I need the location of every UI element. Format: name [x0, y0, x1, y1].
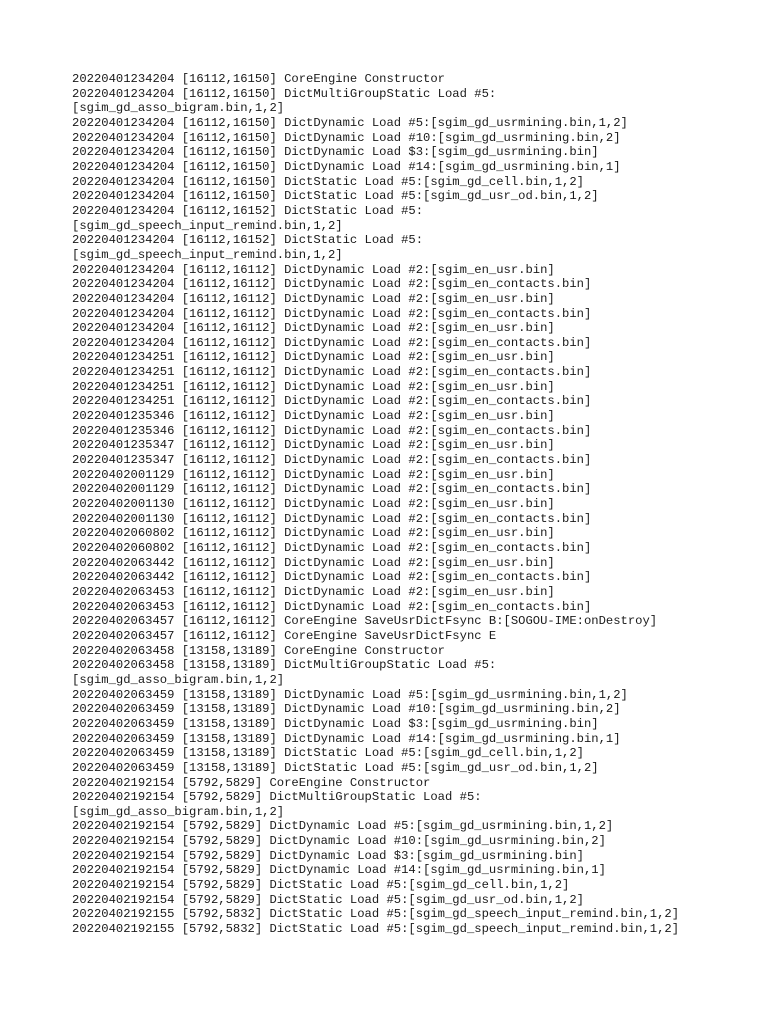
- log-line: 20220401235347 [16112,16112] DictDynamic Load #2:[sgim_en_contacts.bin]: [72, 453, 592, 468]
- log-line: 20220402192154 [5792,5829] CoreEngine Constructor: [72, 775, 431, 790]
- log-line: 20220401234204 [16112,16150] DictDynamic Load #5:[sgim_gd_usrmining.bin,1,2]: [72, 115, 628, 130]
- log-line: [sgim_gd_asso_bigram.bin,1,2]: [72, 101, 285, 116]
- log-line: 20220402063442 [16112,16112] DictDynamic Load #2:[sgim_en_usr.bin]: [72, 555, 555, 570]
- log-line: 20220402001130 [16112,16112] DictDynamic Load #2:[sgim_en_contacts.bin]: [72, 511, 592, 526]
- log-line: 20220402063459 [13158,13189] DictDynamic Load #5:[sgim_gd_usrmining.bin,1,2]: [72, 687, 628, 702]
- log-line: 20220402060802 [16112,16112] DictDynamic Load #2:[sgim_en_contacts.bin]: [72, 541, 592, 555]
- log-line: 20220402001130 [16112,16112] DictDynamic Load #2:[sgim_en_usr.bin]: [72, 497, 555, 512]
- log-line: 20220401234204 [16112,16112] DictDynamic Load #2:[sgim_en_contacts.bin]: [72, 277, 592, 292]
- log-line: 20220402192155 [5792,5832] DictStatic Load #5:[sgim_gd_speech_input_remind.bin,1,2]: [72, 907, 680, 922]
- log-line: 20220402001129 [16112,16112] DictDynamic Load #2:[sgim_en_contacts.bin]: [72, 482, 592, 497]
- log-line: 20220401235346 [16112,16112] DictDynamic Load #2:[sgim_en_usr.bin]: [72, 409, 555, 424]
- log-line: 20220402060802 [16112,16112] DictDynamic Load #2:[sgim_en_usr.bin]: [72, 526, 555, 541]
- log-line: 20220401234204 [16112,16152] DictStatic Load #5:: [72, 233, 424, 248]
- log-line: 20220401234204 [16112,16150] CoreEngine Constructor: [72, 72, 445, 86]
- log-line: 20220402063459 [13158,13189] DictDynamic Load $3:[sgim_gd_usrmining.bin]: [72, 716, 599, 731]
- log-line: [sgim_gd_asso_bigram.bin,1,2]: [72, 804, 285, 819]
- log-line: 20220401234204 [16112,16150] DictDynamic Load #14:[sgim_gd_usrmining.bin,1]: [72, 159, 621, 174]
- log-line: 20220401234204 [16112,16150] DictStatic Load #5:[sgim_gd_usr_od.bin,1,2]: [72, 189, 599, 204]
- log-line: 20220402192154 [5792,5829] DictStatic Load #5:[sgim_gd_cell.bin,1,2]: [72, 878, 570, 893]
- log-line: 20220402192154 [5792,5829] DictDynamic Load #14:[sgim_gd_usrmining.bin,1]: [72, 863, 606, 878]
- log-line: 20220401234204 [16112,16112] DictDynamic Load #2:[sgim_en_contacts.bin]: [72, 335, 592, 350]
- log-line: 20220402192154 [5792,5829] DictStatic Load #5:[sgim_gd_usr_od.bin,1,2]: [72, 892, 584, 907]
- log-line: 20220402063459 [13158,13189] DictDynamic Load #14:[sgim_gd_usrmining.bin,1]: [72, 731, 621, 746]
- log-line: 20220401234204 [16112,16150] DictStatic Load #5:[sgim_gd_cell.bin,1,2]: [72, 174, 584, 189]
- log-line: 20220401234204 [16112,16112] DictDynamic Load #2:[sgim_en_usr.bin]: [72, 262, 555, 277]
- log-line: 20220402063453 [16112,16112] DictDynamic Load #2:[sgim_en_contacts.bin]: [72, 599, 592, 614]
- log-line: 20220401234204 [16112,16150] DictDynamic Load $3:[sgim_gd_usrmining.bin]: [72, 145, 599, 160]
- log-line: 20220402063458 [13158,13189] CoreEngine Constructor: [72, 643, 445, 658]
- log-line: 20220402063457 [16112,16112] CoreEngine SaveUsrDictFsync B:[SOGOU-IME:onDestroy]: [72, 614, 658, 629]
- log-document: [72, 72, 752, 937]
- log-line: 20220402192154 [5792,5829] DictDynamic Load $3:[sgim_gd_usrmining.bin]: [72, 848, 584, 863]
- log-line: 20220402063459 [13158,13189] DictStatic Load #5:[sgim_gd_usr_od.bin,1,2]: [72, 760, 599, 775]
- log-line: 20220401234204 [16112,16112] DictDynamic Load #2:[sgim_en_usr.bin]: [72, 291, 555, 306]
- log-line: 20220401234204 [16112,16150] DictMultiGroupStatic Load #5:: [72, 86, 497, 101]
- log-line: 20220402063459 [13158,13189] DictStatic Load #5:[sgim_gd_cell.bin,1,2]: [72, 746, 584, 761]
- log-line: 20220402192154 [5792,5829] DictMultiGroupStatic Load #5:: [72, 790, 482, 805]
- log-line: 20220401234204 [16112,16152] DictStatic Load #5:: [72, 203, 424, 218]
- log-line: 20220401234204 [16112,16150] DictDynamic Load #10:[sgim_gd_usrmining.bin,2]: [72, 130, 621, 145]
- log-line: 20220402192154 [5792,5829] DictDynamic Load #5:[sgim_gd_usrmining.bin,1,2]: [72, 819, 614, 834]
- log-line: 20220402063453 [16112,16112] DictDynamic Load #2:[sgim_en_usr.bin]: [72, 584, 555, 599]
- log-line: [sgim_gd_asso_bigram.bin,1,2]: [72, 672, 285, 687]
- log-line: 20220402001129 [16112,16112] DictDynamic Load #2:[sgim_en_usr.bin]: [72, 467, 555, 482]
- log-line: [sgim_gd_speech_input_remind.bin,1,2]: [72, 218, 343, 233]
- log-line: 20220402192155 [5792,5832] DictStatic Load #5:[sgim_gd_speech_input_remind.bin,1,2]: [72, 922, 680, 937]
- log-line: 20220401234251 [16112,16112] DictDynamic Load #2:[sgim_en_contacts.bin]: [72, 394, 592, 409]
- log-line: 20220401234251 [16112,16112] DictDynamic Load #2:[sgim_en_usr.bin]: [72, 379, 555, 394]
- log-line: 20220401234251 [16112,16112] DictDynamic Load #2:[sgim_en_usr.bin]: [72, 350, 555, 365]
- log-line: 20220401234204 [16112,16112] DictDynamic Load #2:[sgim_en_usr.bin]: [72, 321, 555, 336]
- log-line: 20220402063442 [16112,16112] DictDynamic Load #2:[sgim_en_contacts.bin]: [72, 570, 592, 585]
- log-line: 20220401235347 [16112,16112] DictDynamic Load #2:[sgim_en_usr.bin]: [72, 438, 555, 453]
- log-line: 20220401234204 [16112,16112] DictDynamic Load #2:[sgim_en_contacts.bin]: [72, 306, 592, 321]
- log-line: 20220402063458 [13158,13189] DictMultiGroupStatic Load #5:: [72, 658, 497, 673]
- log-line: 20220401235346 [16112,16112] DictDynamic Load #2:[sgim_en_contacts.bin]: [72, 423, 592, 438]
- log-line: 20220401234251 [16112,16112] DictDynamic Load #2:[sgim_en_contacts.bin]: [72, 365, 592, 380]
- log-line: 20220402063457 [16112,16112] CoreEngine SaveUsrDictFsync E: [72, 628, 497, 643]
- log-line: 20220402063459 [13158,13189] DictDynamic Load #10:[sgim_gd_usrmining.bin,2]: [72, 702, 621, 717]
- log-line: 20220402192154 [5792,5829] DictDynamic Load #10:[sgim_gd_usrmining.bin,2]: [72, 834, 606, 849]
- log-line: [sgim_gd_speech_input_remind.bin,1,2]: [72, 247, 343, 262]
